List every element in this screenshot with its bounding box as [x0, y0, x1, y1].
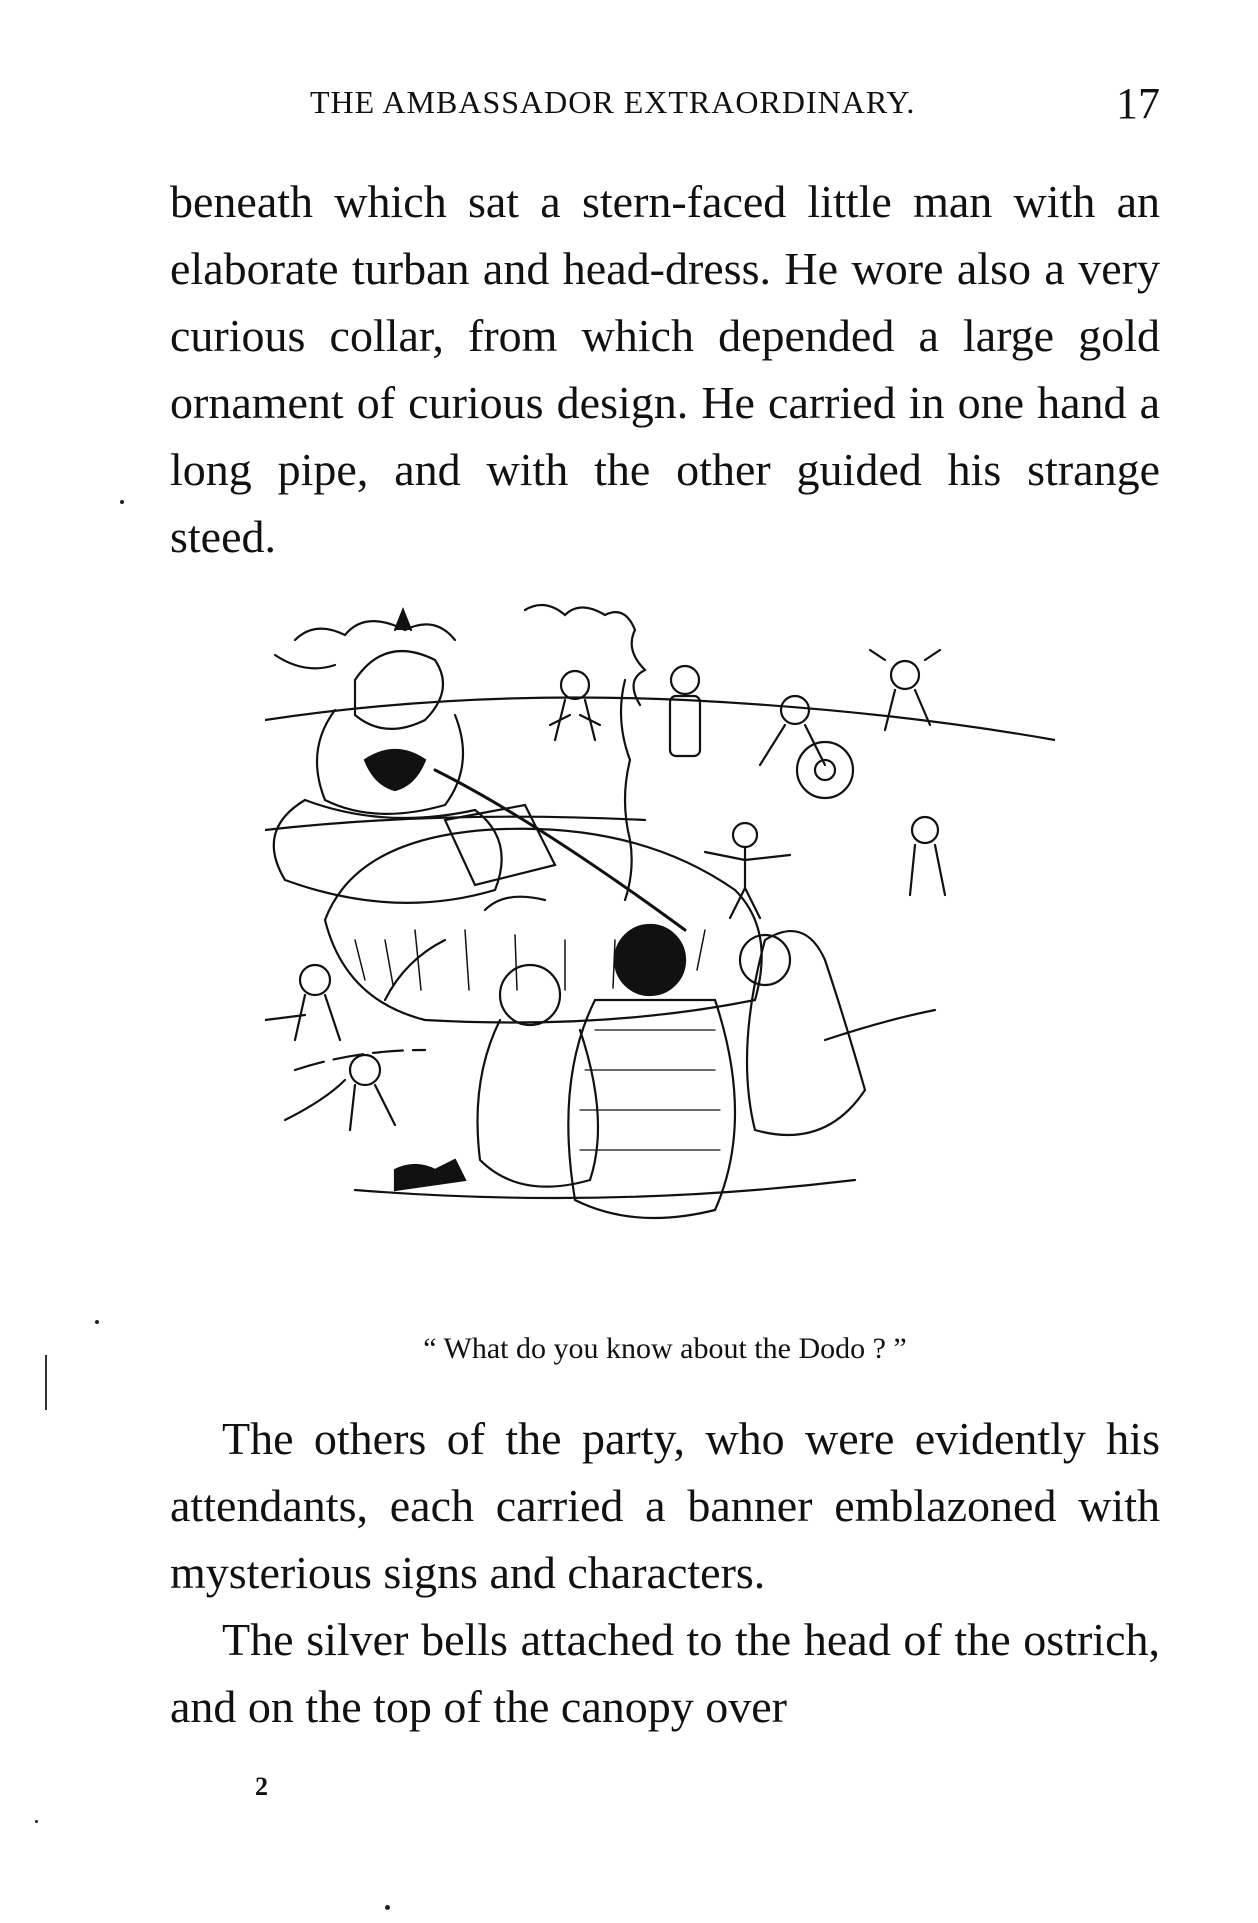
scan-speck [95, 1320, 99, 1324]
illustration-dodo-scene [265, 600, 1055, 1300]
scan-speck [385, 1905, 390, 1910]
running-title: THE AMBASSADOR EXTRAORDINARY. [310, 84, 916, 120]
paragraph-1: beneath which sat a stern-faced little man with an elaborate turban and head-dress. He wore also a very curious collar, from which depended a large gold ornament of curious design. He carried in one hand a long pipe, and with the other guided his strange steed. [170, 176, 1160, 562]
scan-speck [35, 1820, 38, 1823]
scan-speck [120, 500, 124, 504]
page-header [170, 78, 1160, 138]
illustration-caption: “ What do you know about the Dodo ? ” [423, 1332, 907, 1365]
page-number: 17 [1116, 79, 1160, 128]
signature-mark: 2 [255, 1772, 268, 1801]
paragraph-3: The silver bells attached to the head of the ostrich, and on the top of the canopy over [170, 1614, 1160, 1732]
paragraph-2: The others of the party, who were evidently his attendants, each carried a banner emblazoned with mysterious signs and characters. [170, 1413, 1160, 1598]
scan-artifact-line [45, 1355, 47, 1410]
